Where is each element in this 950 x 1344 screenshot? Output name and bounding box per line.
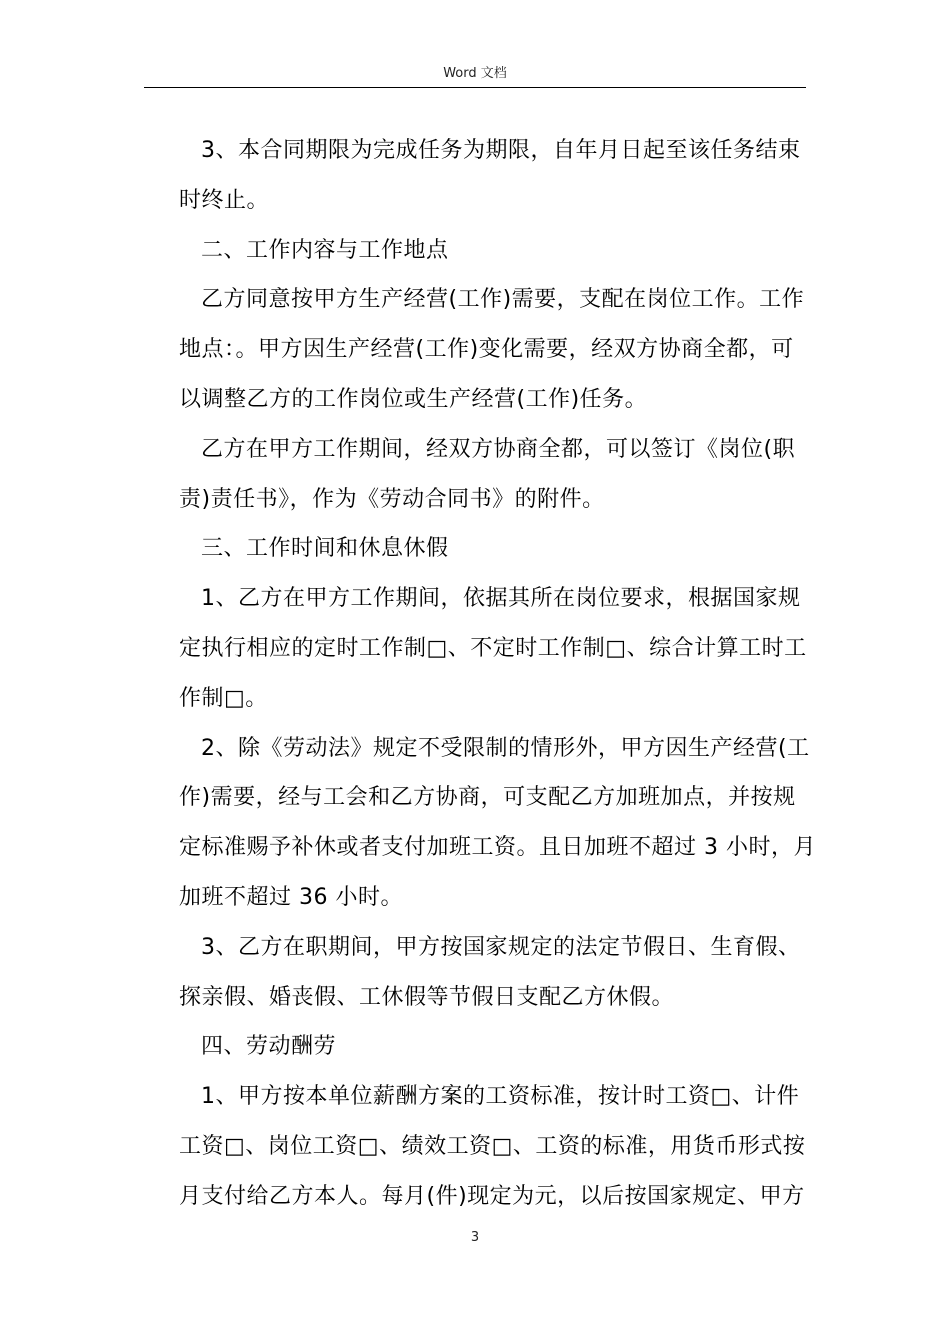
section-heading-remuneration (179, 1022, 809, 1072)
paragraph-responsibility-letter (179, 425, 809, 525)
text-line: 乙方在甲方工作期间，经双方协商全都，可以签订《岗位(职 (201, 436, 796, 462)
text-line: 时终止。 (179, 187, 270, 213)
text-line: 四、劳动酬劳 (201, 1034, 337, 1060)
text-line: 乙方同意按甲方生产经营(工作)需要，支配在岗位工作。工作 (201, 287, 805, 313)
paragraph-work-location (179, 275, 809, 424)
page-number: 3 (470, 1230, 480, 1245)
text-line: 定执行相应的定时工作制□、不定时工作制□、综合计算工时工 (179, 635, 807, 661)
text-line: 地点：。甲方因生产经营(工作)变化需要，经双方协商全都，可 (179, 337, 794, 363)
text-line: 3、乙方在职期间，甲方按国家规定的法定节假日、生育假、 (201, 934, 801, 960)
text-line: 3、本合同期限为完成任务为期限，自年月日起至该任务结束 (201, 138, 801, 163)
paragraph-holidays (179, 923, 809, 1023)
section-heading-working-hours (179, 524, 809, 574)
paragraph-overtime (179, 724, 816, 923)
paragraph-work-schedule (179, 574, 809, 723)
paragraph-contract-term (179, 126, 809, 226)
paragraph-wage-standard (179, 1072, 809, 1221)
text-line: 月支付给乙方本人。每月(件)现定为元，以后按国家规定、甲方 (179, 1183, 805, 1209)
text-line: 1、甲方按本单位薪酬方案的工资标准，按计时工资□、计件 (201, 1084, 800, 1110)
text-line: 以调整乙方的工作岗位或生产经营(工作)任务。 (179, 386, 648, 412)
section-heading-work-content (179, 226, 809, 276)
text-line: 加班不超过 36 小时。 (179, 884, 403, 910)
text-line: 三、工作时间和休息休假 (201, 536, 449, 562)
text-line: 1、乙方在甲方工作期间，依据其所在岗位要求，根据国家规 (201, 586, 801, 612)
text-line: 二、工作内容与工作地点 (201, 237, 449, 263)
text-line: 作)需要，经与工会和乙方协商，可支配乙方加班加点，并按规 (179, 785, 796, 811)
text-line: 2、除《劳动法》规定不受限制的情形外，甲方因生产经营(工 (201, 735, 810, 761)
text-line: 定标准赐予补休或者支付加班工资。且日加班不超过 3 小时，月 (179, 835, 816, 861)
text-line: 工资□、岗位工资□、绩效工资□、工资的标准，用货币形式按 (179, 1133, 806, 1159)
header-divider (144, 87, 806, 88)
document-header: Word 文档 (443, 66, 507, 81)
text-line: 作制□。 (179, 685, 268, 711)
text-line: 探亲假、婚丧假、工休假等节假日支配乙方休假。 (179, 984, 675, 1010)
text-line: 责)责任书》，作为《劳动合同书》的附件。 (179, 486, 605, 512)
document-body (179, 126, 816, 1222)
